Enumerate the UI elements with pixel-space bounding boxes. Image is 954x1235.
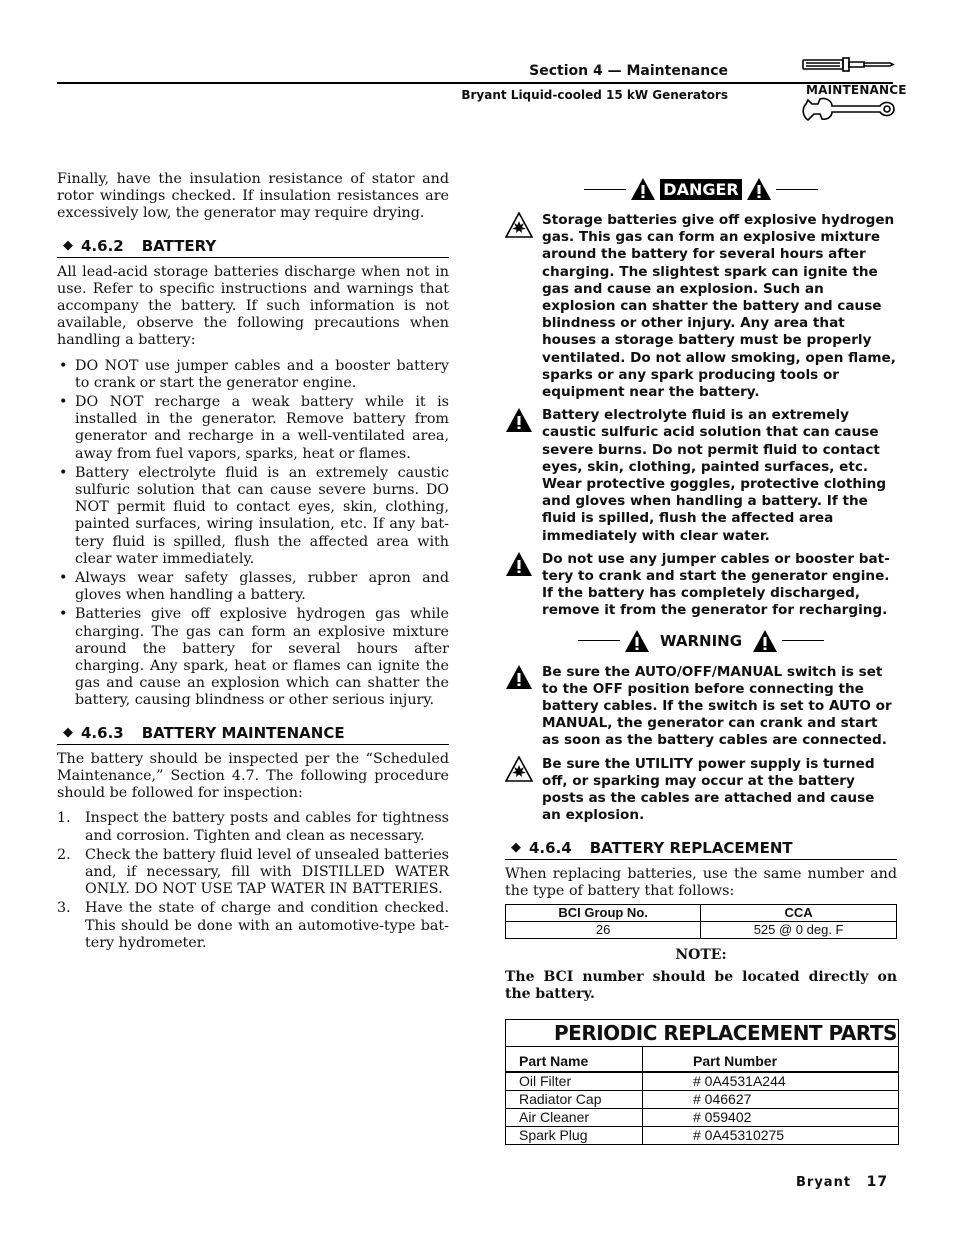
- warning-banner: [505, 628, 897, 654]
- part-name: Oil Filter: [506, 1072, 643, 1091]
- part-name: Air Cleaner: [506, 1109, 643, 1127]
- maintenance-intro: The battery should be inspected per the “Scheduled Maintenance,” Section 4.7. The following procedure should be followed for inspection:: [57, 750, 449, 802]
- battery-intro: All lead-acid storage batteries discharge when not in use. Refer to specific instructions and warnings that accompany the battery. If such information is not available, observe the following precautions when handling a battery:: [57, 263, 449, 349]
- part-number: # 0A4531A244: [643, 1072, 899, 1091]
- danger-label: DANGER: [660, 179, 741, 200]
- page-number: 17: [866, 1174, 889, 1190]
- list-item: 2. Check the battery fluid level of unsealed batteries and, if necessary, fill with DISTILLED WATER ONLY. DO NOT USE TAP WATER IN BATTERIES.: [57, 846, 449, 898]
- warning-triangle-icon: [624, 629, 650, 653]
- section-title-text: BATTERY MAINTENANCE: [141, 723, 345, 742]
- warning-triangle-icon: [746, 177, 772, 201]
- danger-item: [505, 212, 897, 401]
- table-row: [506, 1127, 898, 1145]
- danger-item-text: Battery electrolyte fluid is an extremely caustic sulfuric acid solution that can cause severe burns. Do not permit fluid to contact eyes, skin, clothing, painted surfaces, etc. Wear protective goggles, protective clothing and gloves when handling a battery. If the fluid is spilled, flush the affected area immediately with clear water.: [542, 407, 887, 544]
- section-number: 4.6.4: [529, 838, 572, 857]
- section-title-text: BATTERY: [141, 236, 217, 255]
- battery-precautions-list: [57, 358, 449, 710]
- section-number: 4.6.2: [81, 236, 124, 255]
- table-row: [506, 921, 897, 938]
- table-row: [506, 1072, 898, 1091]
- part-name: Radiator Cap: [506, 1091, 643, 1109]
- right-column: [505, 176, 897, 1145]
- footer-brand: Bryant: [796, 1175, 852, 1190]
- table-header: Part Name: [506, 1047, 643, 1072]
- periodic-replacement-parts-table: [505, 1019, 899, 1145]
- warning-item: [505, 664, 897, 750]
- list-item: 3. Have the state of charge and condition checked. This should be done with an automotive-type bat-tery hydrometer.: [57, 900, 449, 951]
- warning-item-text: Be sure the UTILITY power supply is turned off, or sparking may occur at the battery posts as the cables are attached and cause an explosion.: [542, 755, 875, 824]
- section-title: Section 4 — Maintenance: [529, 63, 728, 79]
- danger-item-text: Storage batteries give off explosive hydrogen gas. This gas can form an explosive mixture around the battery for several hours after charging. The slightest spark can ignite the gas and cause an explosion. Such an explosion can shatter the battery and cause blindness or other injury. Any area that houses a storage battery must be properly ventilated. Do not allow smoking, open flame, sparks or any spark producing tools or equipment near the battery.: [542, 212, 896, 401]
- maintenance-steps-list: [57, 810, 449, 952]
- warning-triangle-icon: [505, 551, 533, 577]
- replacement-intro: When replacing batteries, use the same number and the type of battery that follows:: [505, 865, 897, 899]
- banner-rule: [584, 189, 626, 190]
- banner-rule: [578, 640, 620, 641]
- section-heading-battery-maintenance: [57, 724, 449, 745]
- bci-table: [505, 904, 897, 939]
- header-rule: [57, 82, 893, 84]
- warning-triangle-icon: [505, 664, 533, 690]
- list-item: • Batteries give off explosive hydrogen gas while charging. The gas can form an explosive mixture around the battery for several hours after charging. Any spark, heat or flames can ignite the gas and cause an explosion which can shatter the battery, causing blindness or other serious injury.: [59, 606, 449, 709]
- section-heading-battery-replacement: [505, 839, 897, 860]
- list-item: • Battery electrolyte fluid is an extremely caustic sulfuric solution that can cause severe burns. DO NOT permit fluid to contact eyes, skin, clothing, painted surfaces, wiring insulation, etc. If any bat-tery fluid is spilled, flush the affected area with clear water immediately.: [59, 464, 449, 567]
- page-footer: [796, 1174, 888, 1190]
- table-row: [506, 1109, 898, 1127]
- warning-triangle-icon: [752, 629, 778, 653]
- parts-table-title: PERIODIC REPLACEMENT PARTS: [506, 1020, 898, 1047]
- part-number: # 0A45310275: [643, 1127, 899, 1145]
- list-item: • Always wear safety glasses, rubber apron and gloves when handling a battery.: [59, 570, 449, 604]
- table-header: Part Number: [643, 1047, 899, 1072]
- explosion-hazard-icon: [505, 212, 533, 238]
- warning-label: WARNING: [659, 631, 743, 650]
- part-number: # 046627: [643, 1091, 899, 1109]
- part-name: Spark Plug: [506, 1127, 643, 1145]
- list-item: • DO NOT recharge a weak battery while it is installed in the generator. Remove battery from generator and recharge in a well-ventilated area, away from fuel vapors, sparks, heat or flames.: [59, 394, 449, 462]
- warning-item-text: Be sure the AUTO/OFF/MANUAL switch is set to the OFF position before connecting the battery cables. If the switch is set to AUTO or MANUAL, the generator can crank and start as soon as the battery cables are connected.: [542, 663, 892, 749]
- list-item: • DO NOT use jumper cables and a booster battery to crank or start the generator engine.: [59, 357, 449, 391]
- danger-item-text: Do not use any jumper cables or booster bat-tery to crank and start the generator engine. If the battery has completely discharged, remove it from the generator for recharging.: [542, 550, 890, 619]
- document-subtitle: Bryant Liquid-cooled 15 kW Generators: [461, 88, 728, 102]
- table-header: BCI Group No.: [506, 904, 701, 921]
- banner-rule: [782, 640, 824, 641]
- list-item: 1. Inspect the battery posts and cables for tightness and corrosion. Tighten and clean as necessary.: [57, 810, 449, 844]
- note-heading: NOTE:: [675, 946, 727, 963]
- danger-item: [505, 551, 897, 620]
- table-cell: 26: [506, 921, 701, 938]
- section-heading-battery: [57, 237, 449, 258]
- banner-rule: [776, 189, 818, 190]
- warning-item: [505, 756, 897, 825]
- danger-item: [505, 407, 897, 545]
- intro-paragraph: Finally, have the insulation resistance of stator and rotor windings checked. If insulation resistances are excessively low, the generator may require drying.: [57, 171, 449, 222]
- table-cell: 525 @ 0 deg. F: [701, 921, 897, 938]
- diamond-bullet-icon: ◆: [63, 725, 73, 741]
- note-text: The BCI number should be located directly on the battery.: [505, 968, 897, 1003]
- warning-triangle-icon: [505, 407, 533, 433]
- part-number: # 059402: [643, 1109, 899, 1127]
- table-header: CCA: [701, 904, 897, 921]
- section-number: 4.6.3: [81, 723, 124, 742]
- section-title-text: BATTERY REPLACEMENT: [589, 838, 793, 857]
- maintenance-label: MAINTENANCE: [806, 83, 907, 97]
- diamond-bullet-icon: ◆: [511, 840, 521, 855]
- table-row: [506, 1091, 898, 1109]
- warning-triangle-icon: [630, 177, 656, 201]
- left-column: [57, 171, 449, 954]
- diamond-bullet-icon: ◆: [63, 238, 73, 254]
- danger-banner: [505, 176, 897, 202]
- explosion-hazard-icon: [505, 756, 533, 782]
